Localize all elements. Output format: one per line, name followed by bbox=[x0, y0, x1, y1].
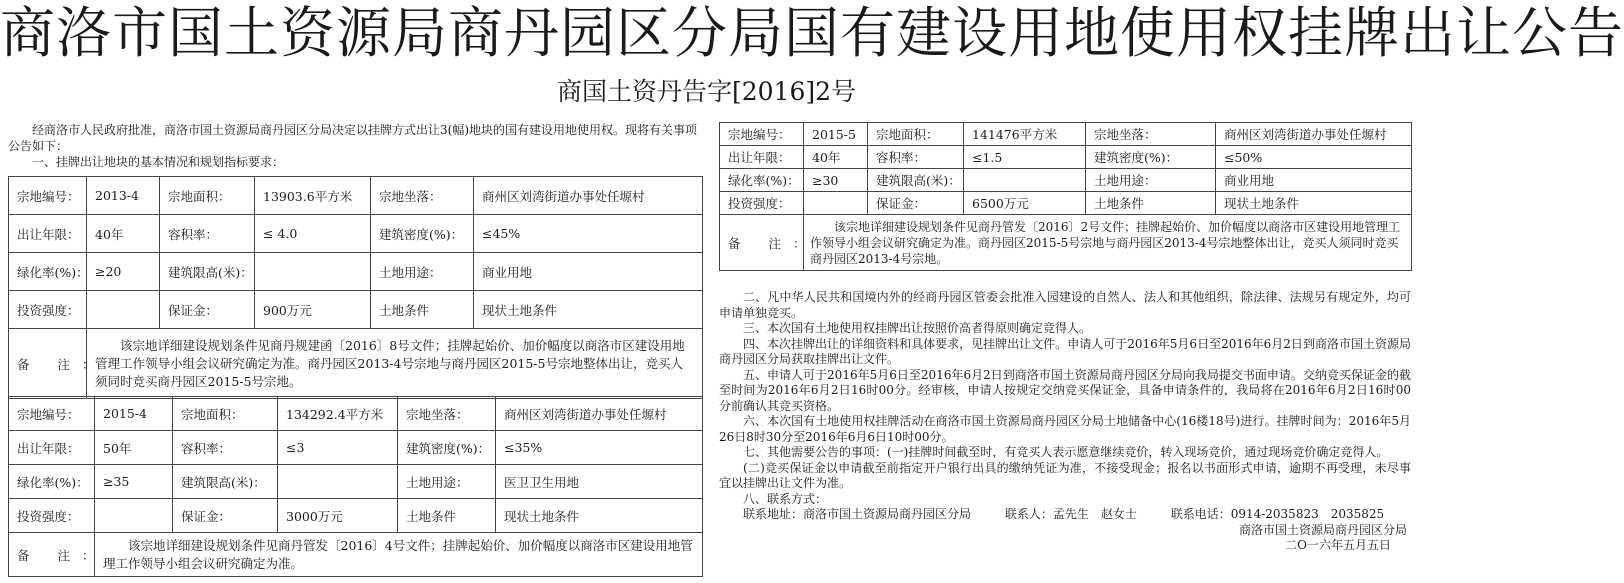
label-height: 建筑限高(米)： bbox=[868, 169, 964, 192]
contact-line bbox=[719, 507, 1411, 523]
notice-title: 商洛市国土资源局商丹园区分局国有建设用地使用权挂牌出让公告 bbox=[0, 1, 1624, 65]
notice-terms bbox=[719, 290, 1411, 554]
label-location: 宗地坐落： bbox=[371, 177, 474, 215]
label-location: 宗地坐落： bbox=[1086, 123, 1216, 146]
label-deposit: 保证金： bbox=[160, 291, 255, 329]
parcel-use: 商业用地 bbox=[1216, 169, 1412, 192]
parcel-term: 40年 bbox=[87, 215, 160, 253]
table-row bbox=[720, 169, 1412, 192]
parcel-table-2013-4 bbox=[8, 176, 703, 399]
label-invest: 投资强度： bbox=[9, 499, 95, 533]
term-paragraph: 六、本次国有土地使用权挂牌活动在商洛市国土资源局商丹园区分局土地储备中心(16楼18号)进行。挂牌时间为：2016年5月26日8时30分至2016年6月6日10时00分。 bbox=[719, 414, 1411, 444]
table-row bbox=[9, 431, 703, 465]
parcel-density: ≤35% bbox=[496, 431, 703, 465]
parcel-location: 商州区刘湾街道办事处任塬村 bbox=[474, 177, 703, 215]
parcel-area: 13903.6平方米 bbox=[255, 177, 371, 215]
parcel-note: 该宗地详细建设规划条件见商丹管发〔2016〕4号文件；挂牌起始价、加价幅度以商洛市区建设用地管理工作领导小组会议研究确定为准。 bbox=[95, 533, 703, 577]
label-deposit: 保证金： bbox=[868, 192, 964, 215]
parcel-condition: 现状土地条件 bbox=[474, 291, 703, 329]
label-code: 宗地编号： bbox=[9, 397, 95, 431]
table-row bbox=[720, 215, 1412, 271]
parcel-term: 50年 bbox=[95, 431, 173, 465]
label-area: 宗地面积： bbox=[173, 397, 278, 431]
label-density: 建筑密度(%)： bbox=[1086, 146, 1216, 169]
table-row bbox=[9, 253, 703, 291]
term-paragraph: 四、本次挂牌出让的详细资料和具体要求，见挂牌出让文件。申请人可于2016年5月6日至2016年6月2日到商洛市国土资源局商丹园区分局获取挂牌出让文件。 bbox=[719, 336, 1411, 366]
label-density: 建筑密度(%)： bbox=[398, 431, 496, 465]
parcel-location: 商州区刘湾街道办事处任塬村 bbox=[1216, 123, 1412, 146]
parcel-term: 40年 bbox=[804, 146, 868, 169]
table-row bbox=[9, 291, 703, 329]
parcel-area: 141476平方米 bbox=[964, 123, 1086, 146]
label-condition: 土地条件 bbox=[1086, 192, 1216, 215]
parcel-note: 该宗地详细建设规划条件见商丹规建函〔2016〕8号文件；挂牌起始价、加价幅度以商洛市区建设用地管理工作领导小组会议研究确定为准。商丹园区2013-4号宗地与商丹园区2015-5号宗地整体出让，竞买人须同时竞买商丹园区2015-5号宗地。 bbox=[87, 329, 703, 399]
table-row bbox=[9, 329, 703, 399]
term-paragraph: 五、申请人可于2016年5月6日至2016年6月2日到商洛市国土资源局商丹园区分局向我局提交书面申请。交纳竞买保证金的截至时间为2016年6月2日16时00分。经审核，申请人按规定交纳竞买保证金，具备申请条件的，我局将在2016年6月2日16时00分前确认其竞买资格。 bbox=[719, 367, 1411, 413]
label-green: 绿化率(%)： bbox=[9, 465, 95, 499]
table-row bbox=[720, 123, 1412, 146]
table-row bbox=[720, 146, 1412, 169]
label-term: 出让年限： bbox=[720, 146, 804, 169]
term-paragraph: (二)竞买保证金以申请截至前指定开户银行出具的缴纳凭证为准，不接受现金；报名以书面形式申请，逾期不再受理，未尽事宜以挂牌出让文件为准。 bbox=[719, 460, 1411, 490]
parcel-height bbox=[964, 169, 1086, 192]
label-note: 备 注： bbox=[9, 533, 95, 577]
label-term: 出让年限： bbox=[9, 215, 87, 253]
parcel-far: ≤3 bbox=[278, 431, 398, 465]
label-use: 土地用途： bbox=[1086, 169, 1216, 192]
label-area: 宗地面积： bbox=[160, 177, 255, 215]
label-height: 建筑限高(米)： bbox=[160, 253, 255, 291]
table-row bbox=[9, 397, 703, 431]
label-area: 宗地面积： bbox=[868, 123, 964, 146]
parcel-green: ≥35 bbox=[95, 465, 173, 499]
parcel-green: ≥20 bbox=[87, 253, 160, 291]
parcel-invest bbox=[804, 192, 868, 215]
label-green: 绿化率(%)： bbox=[720, 169, 804, 192]
label-invest: 投资强度： bbox=[720, 192, 804, 215]
parcel-table-2015-5 bbox=[719, 122, 1412, 271]
parcel-green: ≥30 bbox=[804, 169, 868, 192]
table-row bbox=[9, 177, 703, 215]
label-condition: 土地条件 bbox=[371, 291, 474, 329]
parcel-area: 134292.4平方米 bbox=[278, 397, 398, 431]
parcel-far: ≤ 4.0 bbox=[255, 215, 371, 253]
parcel-use: 商业用地 bbox=[474, 253, 703, 291]
contact-address: 联系地址：商洛市国土资源局商丹园区分局 bbox=[743, 507, 972, 521]
label-far: 容积率： bbox=[173, 431, 278, 465]
table-row bbox=[9, 215, 703, 253]
parcel-location: 商州区刘湾街道办事处任塬村 bbox=[496, 397, 703, 431]
table-row bbox=[9, 533, 703, 577]
signature-org: 商洛市国土资源局商丹园区分局 bbox=[1238, 522, 1407, 537]
label-far: 容积率： bbox=[160, 215, 255, 253]
parcel-density: ≤45% bbox=[474, 215, 703, 253]
label-use: 土地用途： bbox=[398, 465, 496, 499]
parcel-condition: 现状土地条件 bbox=[496, 499, 703, 533]
label-invest: 投资强度： bbox=[9, 291, 87, 329]
label-code: 宗地编号： bbox=[9, 177, 87, 215]
intro-section bbox=[8, 122, 708, 170]
contact-phone: 联系电话：0914-2035823 2035825 bbox=[1170, 507, 1385, 521]
parcel-height bbox=[278, 465, 398, 499]
parcel-far: ≤1.5 bbox=[964, 146, 1086, 169]
parcel-invest bbox=[95, 499, 173, 533]
label-far: 容积率： bbox=[868, 146, 964, 169]
term-paragraph: 二、凡中华人民共和国境内外的经商丹园区管委会批准入园建设的自然人、法人和其他组织，除法律、法规另有规定外，均可申请单独竞买。 bbox=[719, 290, 1411, 320]
label-note: 备 注： bbox=[720, 215, 804, 271]
parcel-deposit: 900万元 bbox=[255, 291, 371, 329]
parcel-code: 2015-4 bbox=[95, 397, 173, 431]
label-code: 宗地编号： bbox=[720, 123, 804, 146]
parcel-code: 2015-5 bbox=[804, 123, 868, 146]
parcel-height bbox=[255, 253, 371, 291]
term-paragraph: 七、其他需要公告的事项：(一)挂牌时间截至时，有竞买人表示愿意继续竞价，转入现场竞价，通过现场竞价确定竞得人。 bbox=[743, 445, 1389, 459]
label-location: 宗地坐落： bbox=[398, 397, 496, 431]
table-row bbox=[9, 499, 703, 533]
parcel-code: 2013-4 bbox=[87, 177, 160, 215]
label-green: 绿化率(%)： bbox=[9, 253, 87, 291]
label-deposit: 保证金： bbox=[173, 499, 278, 533]
label-term: 出让年限： bbox=[9, 431, 95, 465]
term-paragraph: 八、联系方式： bbox=[743, 491, 828, 506]
parcel-deposit: 3000万元 bbox=[278, 499, 398, 533]
parcel-density: ≤50% bbox=[1216, 146, 1412, 169]
parcel-invest bbox=[87, 291, 160, 329]
contact-person: 联系人：孟先生 赵女士 bbox=[1004, 507, 1137, 521]
term-paragraph: 三、本次国有土地使用权挂牌出让按照价高者得原则确定竞得人。 bbox=[743, 321, 1092, 335]
document-number: 商国土资丹告字[2016]2号 bbox=[556, 77, 857, 106]
label-use: 土地用途： bbox=[371, 253, 474, 291]
parcel-condition: 现状土地条件 bbox=[1216, 192, 1412, 215]
table-row bbox=[720, 192, 1412, 215]
parcel-table-2015-4 bbox=[8, 396, 703, 577]
label-condition: 土地条件 bbox=[398, 499, 496, 533]
parcel-deposit: 6500万元 bbox=[964, 192, 1086, 215]
parcel-use: 医卫卫生用地 bbox=[496, 465, 703, 499]
label-height: 建筑限高(米)： bbox=[173, 465, 278, 499]
intro-paragraph: 经商洛市人民政府批准，商洛市国土资源局商丹园区分局决定以挂牌方式出让3(幅)地块的国有建设用地使用权。现将有关事项公告如下： bbox=[8, 123, 698, 153]
section-heading-1: 一、挂牌出让地块的基本情况和规划指标要求： bbox=[32, 155, 285, 169]
table-row bbox=[9, 465, 703, 499]
signature-date: 二O一六年五月五日 bbox=[1285, 538, 1391, 552]
parcel-note: 该宗地详细建设规划条件见商丹管发〔2016〕2号文件；挂牌起始价、加价幅度以商洛市区建设用地管理工作领导小组会议研究确定为准。商丹园区2015-5号宗地与商丹园区2013-4号宗地整体出让，竞买人须同时竞买商丹园区2013-4号宗地。 bbox=[804, 215, 1412, 271]
label-note: 备 注： bbox=[9, 329, 87, 399]
label-density: 建筑密度(%)： bbox=[371, 215, 474, 253]
